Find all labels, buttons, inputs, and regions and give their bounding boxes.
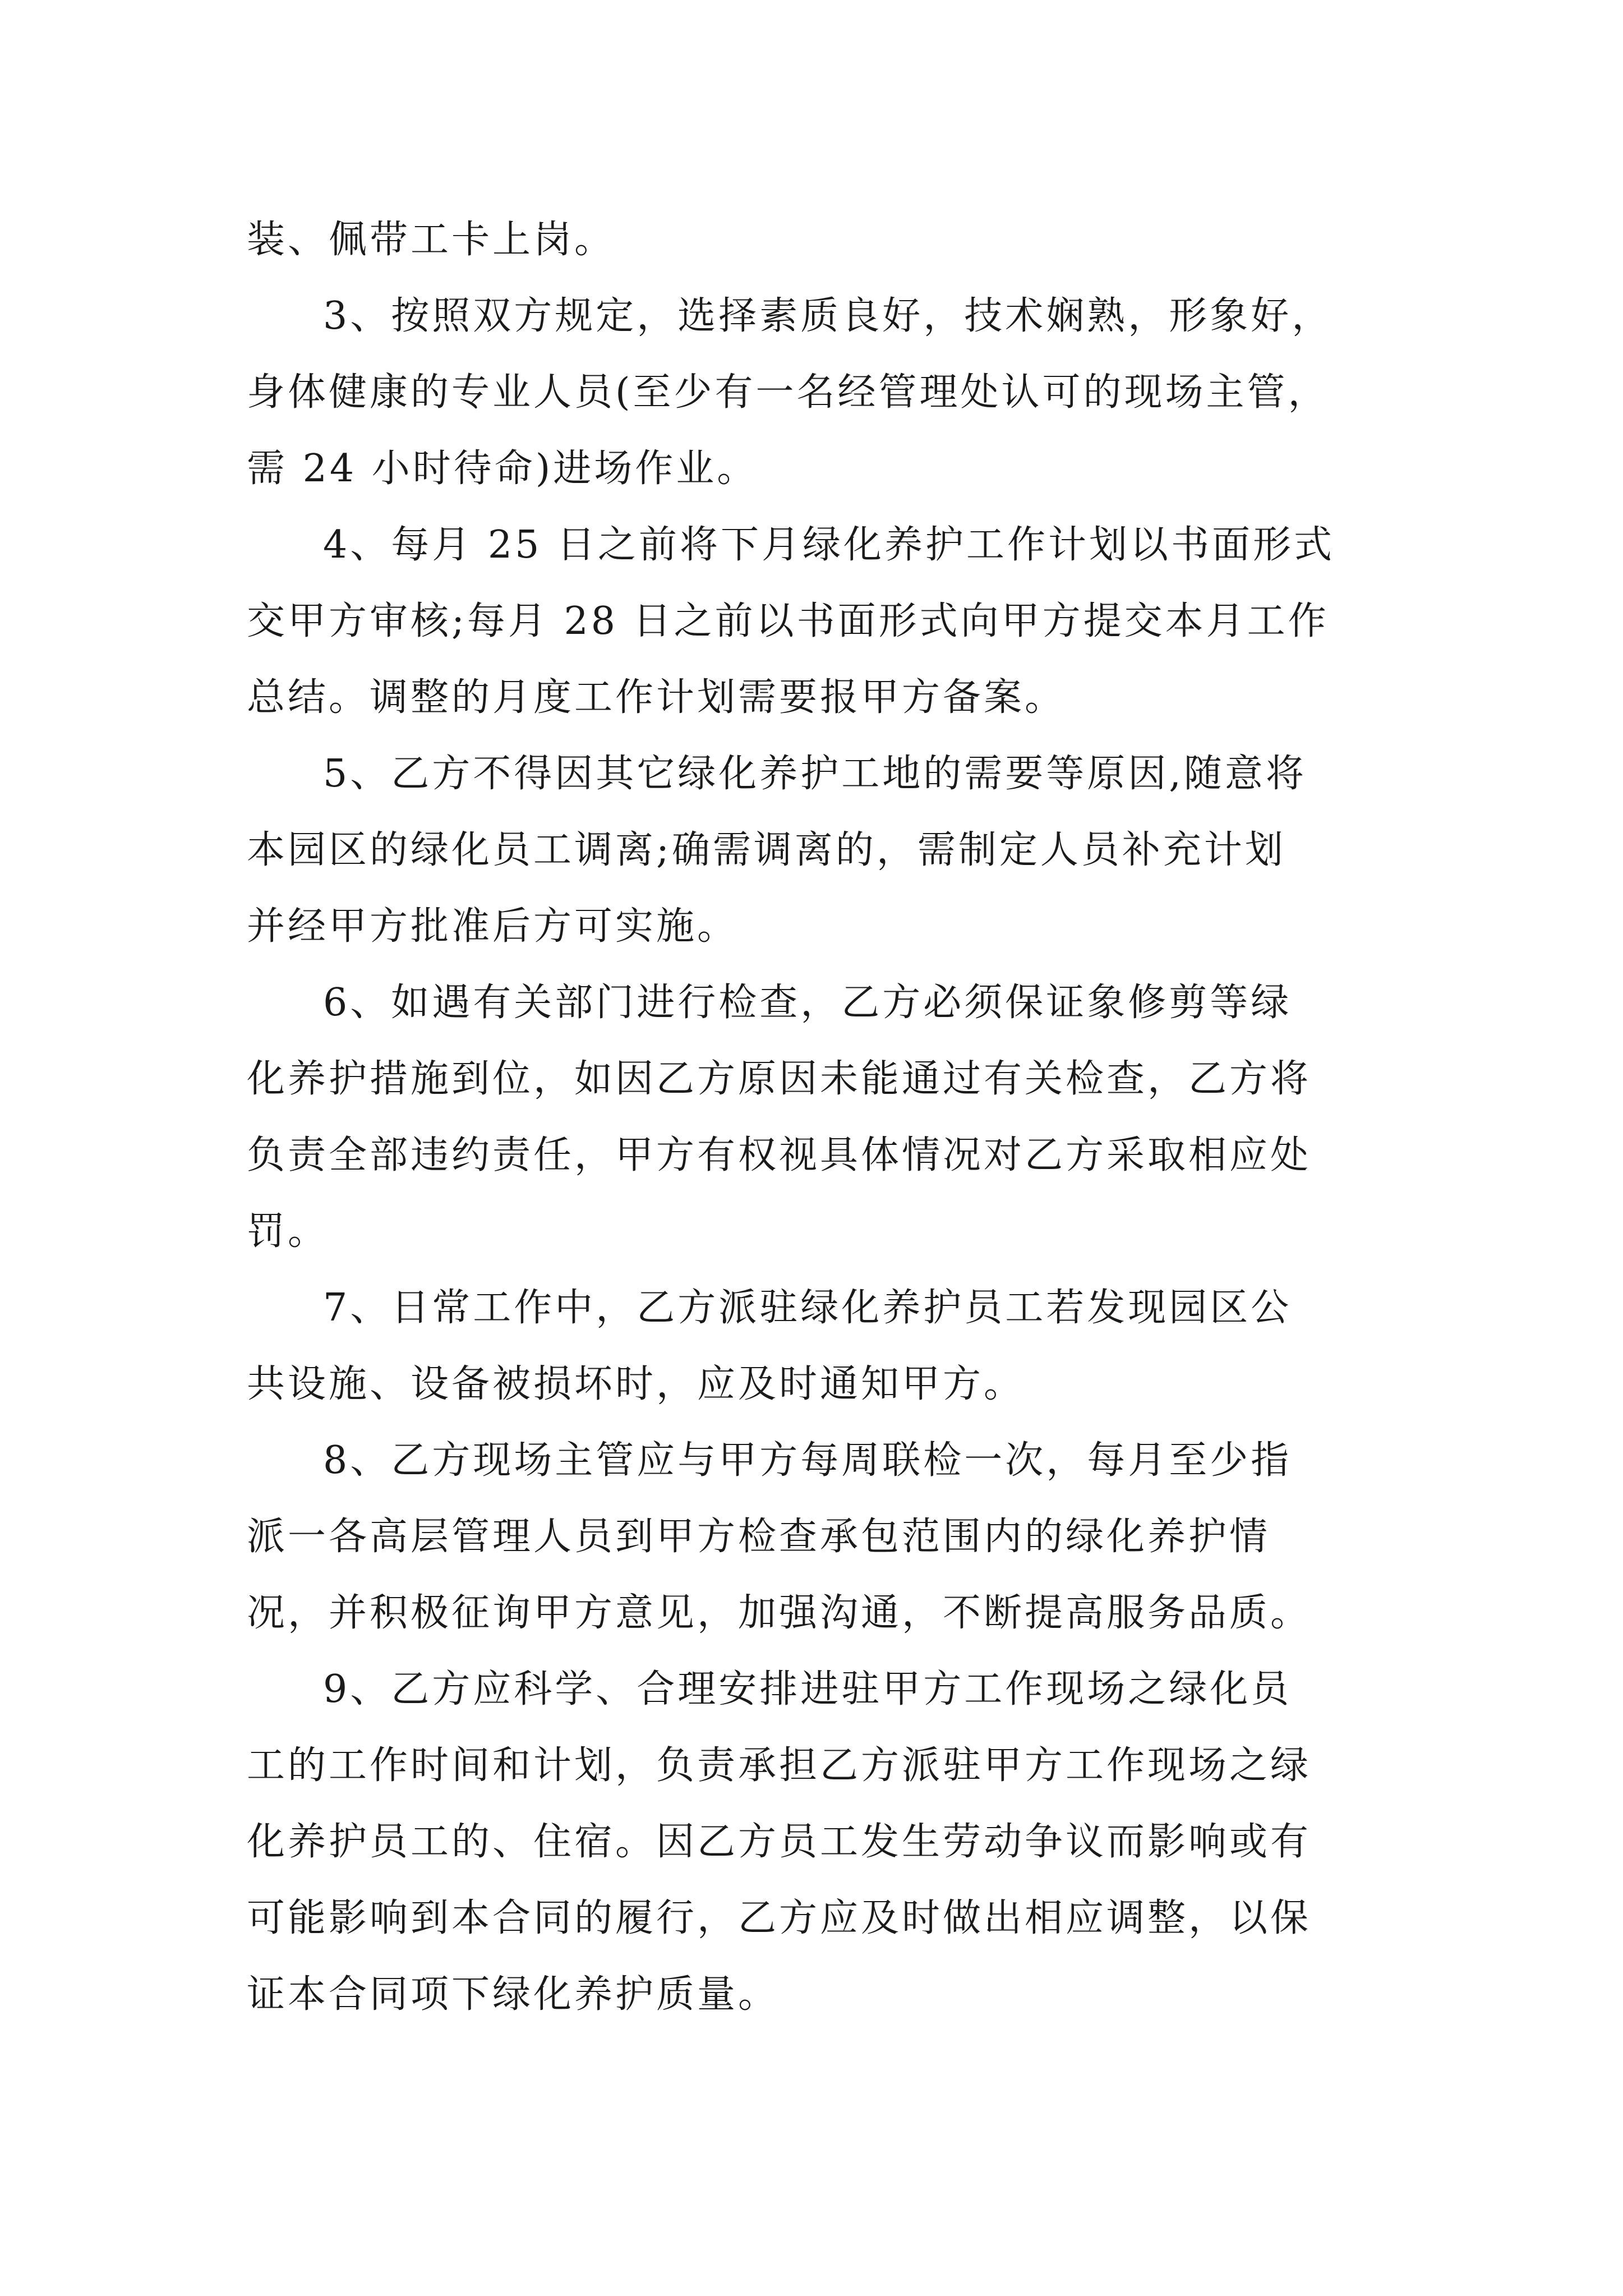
text-line: 况，并积极征询甲方意见，加强沟通，不断提高服务品质。 <box>247 1591 1312 1635</box>
text-line: 装、佩带工卡上岗。 <box>247 218 616 262</box>
text-line: 5、乙方不得因其它绿化养护工地的需要等原因,随意将 <box>323 752 1307 796</box>
text-line: 证本合同项下绿化养护质量。 <box>247 1972 780 2017</box>
clause-8 <box>247 1423 1391 1651</box>
text-line: 工的工作时间和计划，负责承担乙方派驻甲方工作现场之绿 <box>247 1743 1312 1788</box>
clause-5 <box>247 736 1391 965</box>
text-line: 需 24 小时待命)进场作业。 <box>247 447 758 491</box>
text-line: 本园区的绿化员工调离;确需调离的，需制定人员补充计划 <box>247 828 1286 872</box>
text-line: 化养护措施到位，如因乙方原因未能通过有关检查，乙方将 <box>247 1057 1312 1101</box>
text-line: 并经甲方批准后方可实施。 <box>247 904 739 949</box>
text-line: 共设施、设备被损坏时，应及时通知甲方。 <box>247 1362 1025 1406</box>
text-line: 负责全部违约责任，甲方有权视具体情况对乙方采取相应处 <box>247 1133 1312 1177</box>
text-line: 可能影响到本合同的履行，乙方应及时做出相应调整，以保 <box>247 1896 1312 1940</box>
text-line: 派一各高层管理人员到甲方检查承包范围内的绿化养护情 <box>247 1515 1271 1559</box>
text-line: 罚。 <box>247 1209 329 1254</box>
text-line: 3、按照双方规定，选择素质良好，技术娴熟，形象好， <box>323 294 1333 338</box>
clause-6 <box>247 965 1391 1270</box>
text-line: 6、如遇有关部门进行检查，乙方必须保证象修剪等绿 <box>323 981 1292 1025</box>
text-line: 8、乙方现场主管应与甲方每周联检一次，每月至少指 <box>323 1438 1292 1483</box>
text-line: 7、日常工作中，乙方派驻绿化养护员工若发现园区公 <box>323 1286 1292 1330</box>
clause-3 <box>247 278 1391 507</box>
clause-4 <box>247 507 1391 736</box>
paragraph-continuation <box>247 202 1391 278</box>
text-line: 身体健康的专业人员(至少有一名经管理处认可的现场主管， <box>247 370 1329 415</box>
clause-9 <box>247 1651 1391 2033</box>
text-line: 化养护员工的、住宿。因乙方员工发生劳动争议而影响或有 <box>247 1820 1312 1864</box>
clause-7 <box>247 1270 1391 1423</box>
text-line: 总结。调整的月度工作计划需要报甲方备案。 <box>247 675 1066 720</box>
text-line: 9、乙方应科学、合理安排进驻甲方工作现场之绿化员 <box>323 1667 1292 1711</box>
text-line: 4、每月 25 日之前将下月绿化养护工作计划以书面形式 <box>323 523 1335 567</box>
text-line: 交甲方审核;每月 28 日之前以书面形式向甲方提交本月工作 <box>247 599 1329 643</box>
document-body <box>247 202 1391 2033</box>
